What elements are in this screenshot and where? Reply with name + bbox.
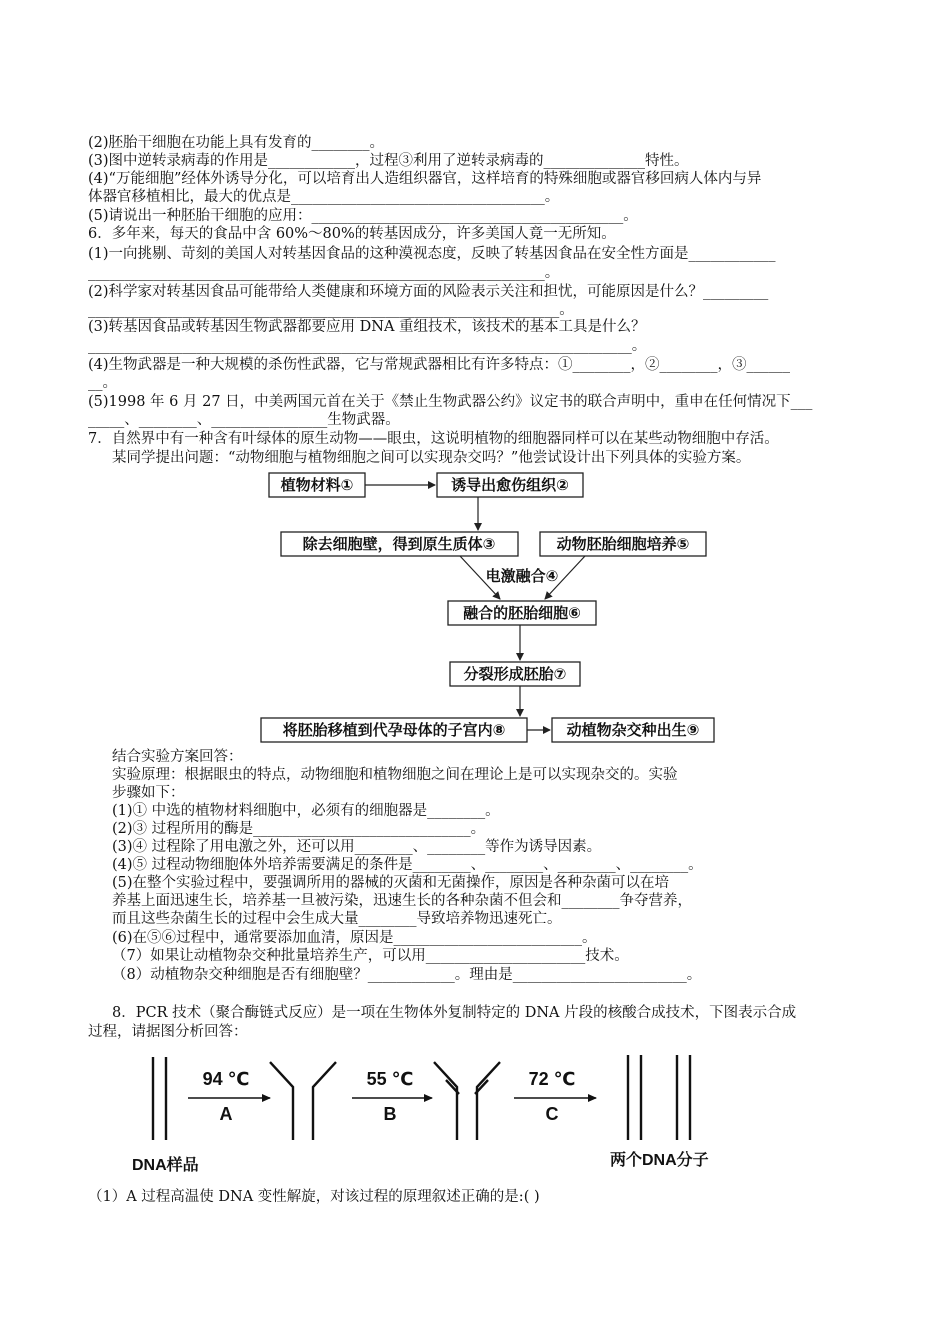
annealed-strand-right: [477, 1062, 500, 1140]
q7-answer-intro: 结合实验方案回答：: [112, 749, 243, 765]
pcr-temp-c: 72 ℃: [528, 1069, 576, 1089]
q6-item-3-line1: (3)转基因食品或转基因生物武器都要应用 DNA 重组技术，该技术的基本工具是什么？: [88, 319, 646, 335]
q8-intro-line2: 过程，请据图分析回答：: [88, 1024, 248, 1040]
q7-step-2: (2)③ 过程所用的酶是______________________________。: [112, 821, 486, 837]
q6-item-5-line1: (5)1998 年 6 月 27 日，中美两国元首在关于《禁止生物武器公约》议定书的联合声明中，重申在任何情况下___: [88, 394, 813, 410]
flow-fusion-label: 电激融合④: [485, 567, 559, 585]
q6-item-2-line1: (2)科学家对转基因食品可能带给人类健康和环境方面的风险表示关注和担忧，可能原因是什么？_________: [88, 284, 769, 300]
q6-item-5-line2: _____、________、________________生物武器。: [88, 412, 400, 428]
q8-intro-line1: 8．PCR 技术（聚合酶链式反应）是一项在生物体外复制特定的 DNA 片段的核酸合成技术，下图表示合成: [112, 1005, 797, 1021]
q5-item-3: (3)图中逆转录病毒的作用是____________，过程③利用了逆转录病毒的______________特性。: [88, 153, 689, 169]
q6-item-4-line1: (4)生物武器是一种大规模的杀伤性武器，它与常规武器相比有许多特点：①________，②________，③______: [88, 357, 791, 373]
denatured-strand-left: [270, 1062, 293, 1140]
pcr-label-result: 两个DNA分子: [610, 1152, 709, 1169]
flow-text-2: 诱导出愈伤组织②: [451, 476, 569, 494]
q6-item-4-line2: __。: [88, 375, 117, 391]
flow-text-6: 分裂形成胚胎⑦: [463, 665, 567, 683]
flow-text-1: 植物材料①: [280, 476, 354, 494]
pcr-label-sample: DNA样品: [132, 1157, 199, 1174]
q7-step-8: （8）动植物杂交种细胞是否有细胞壁？____________。理由是________________________。: [112, 967, 702, 983]
pcr-temp-a: 94 ℃: [202, 1069, 250, 1089]
flow-text-8: 动植物杂交种出生⑨: [566, 721, 700, 739]
denatured-strand-right: [313, 1062, 336, 1140]
q6-item-1-line2: _______________________________________________________________。: [88, 265, 560, 281]
q8-question-1: （1）A 过程高温使 DNA 变性解旋，对该过程的原理叙述正确的是:( ): [88, 1189, 540, 1205]
annealed-strand-left: [434, 1062, 457, 1140]
q7-principle-line2: 步骤如下：: [112, 785, 185, 801]
q7-intro-line2: 某同学提出问题：“动物细胞与植物细胞之间可以实现杂交吗？”他尝试设计出下列具体的实验方案。: [112, 450, 751, 466]
flow-text-7: 将胚胎移植到代孕母体的子宫内⑧: [282, 721, 506, 739]
q7-step-1: (1)① 中选的植物材料细胞中，必须有的细胞器是________。: [112, 803, 500, 819]
q6-item-3-line2: ___________________________________________________________________________。: [88, 338, 647, 354]
pcr-temp-b: 55 ℃: [366, 1069, 414, 1089]
q7-step-7: （7）如果让动植物杂交种批量培养生产，可以用______________________技术。: [112, 948, 629, 964]
q7-step-3: (3)④ 过程除了用电激之外，还可以用________、________等作为诱导因素。: [112, 839, 602, 855]
q5-item-4-line1: (4)“万能细胞”经体外诱导分化，可以培育出人造组织器官，这样培育的特殊细胞或器官移回病人体内与异: [88, 171, 762, 187]
pcr-step-a: A: [219, 1104, 233, 1124]
q7-step-5-line3: 而且这些杂菌生长的过程中会生成大量________导致培养物迅速死亡。: [112, 911, 562, 927]
q5-item-2: (2)胚胎干细胞在功能上具有发育的________。: [88, 135, 385, 151]
q6-item-1-line1: (1)一向挑剔、苛刻的美国人对转基因食品的这种漠视态度，反映了转基因食品在安全性方面是____________: [88, 246, 776, 262]
q7-step-5-line1: (5)在整个实验过程中，要强调所用的器械的灭菌和无菌操作，原因是各种杂菌可以在培: [112, 875, 670, 891]
q7-step-5-line2: 养基上面迅速生长，培养基一旦被污染，迅速生长的各种杂菌不但会和________争夺营养，: [112, 893, 692, 909]
q5-item-4-line2: 体器官移植相比，最大的优点是___________________________________。: [88, 189, 560, 205]
pcr-step-b: B: [383, 1104, 397, 1124]
flow-text-3: 除去细胞壁，得到原生质体③: [302, 535, 496, 553]
q6-intro: 6．多年来，每天的食品中含 60%～80%的转基因成分，许多美国人竟一无所知。: [88, 226, 616, 242]
q7-step-4: (4)⑤ 过程动物细胞体外培养需要满足的条件是________、________、________、________。: [112, 857, 703, 873]
flow-text-5: 融合的胚胎细胞⑥: [463, 604, 581, 622]
q7-step-6: (6)在⑤⑥过程中，通常要添加血清，原因是__________________________。: [112, 930, 597, 946]
pcr-step-c: C: [545, 1104, 559, 1124]
q5-item-5: (5)请说出一种胚胎干细胞的应用：___________________________________________。: [88, 208, 638, 224]
q7-principle-line1: 实验原理：根据眼虫的特点，动物细胞和植物细胞之间在理论上是可以实现杂交的。实验: [112, 767, 678, 783]
q7-intro-line1: 7．自然界中有一种含有叶绿体的原生动物——眼虫，这说明植物的细胞器同样可以在某些动物细胞中存活。: [88, 431, 779, 447]
q6-item-2-line2: _________________________________________________________________。: [88, 302, 574, 318]
flow-text-4: 动物胚胎细胞培养⑤: [556, 535, 690, 553]
